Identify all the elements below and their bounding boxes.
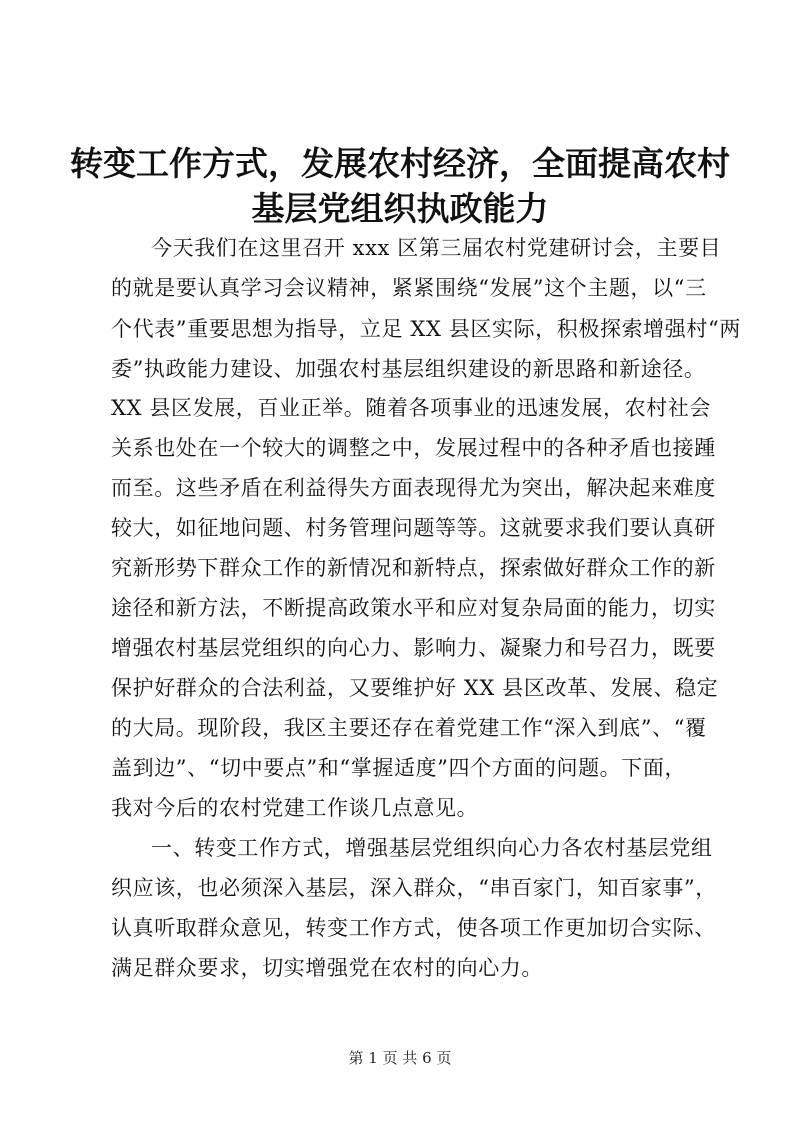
paragraph-line: 我对今后的农村党建工作谈几点意见。 [111,796,479,820]
paragraph-line: 今天我们在这里召开 xxx 区第三届农村党建研讨会，主要目 [151,236,722,260]
paragraph-line: 满足群众要求，切实增强党在农村的向心力。 [111,956,543,980]
paragraph-line: 究新形势下群众工作的新情况和新特点，探索做好群众工作的新 [111,556,716,580]
page-footer: 第 1 页 共 6 页 [348,1049,452,1067]
paragraph-line: 增强农村基层党组织的向心力、影响力、凝聚力和号召力，既要 [111,636,716,660]
paragraph-line: 盖到边”、“切中要点”和“掌握适度”四个方面的问题。下面， [111,756,687,780]
paragraph-line: 织应该，也必须深入基层，深入群众，“串百家门，知百家事”， [111,876,717,900]
paragraph-line: 较大，如征地问题、村务管理问题等等。这就要求我们要认真研 [111,516,716,540]
paragraph-line: 而至。这些矛盾在利益得失方面表现得尤为突出，解决起来难度 [111,476,716,500]
paragraph-line: 认真听取群众意见，转变工作方式，使各项工作更加切合实际、 [111,916,716,940]
paragraph-line: 保护好群众的合法利益，又要维护好 XX 县区改革、发展、稳定 [111,676,719,700]
paragraph-line: 个代表”重要思想为指导，立足 XX 县区实际，积极探索增强村“两 [111,317,741,341]
paragraph-line: 一、转变工作方式，增强基层党组织向心力各农村基层党组 [151,836,713,860]
paragraph-line: 委”执政能力建设、加强农村基层组织建设的新思路和新途径。 [111,357,706,381]
paragraph-line: 的大局。现阶段，我区主要还存在着党建工作“深入到底”、“覆 [111,716,707,740]
paragraph-line: 途径和新方法，不断提高政策水平和应对复杂局面的能力，切实 [111,596,716,620]
paragraph-line: 的就是要认真学习会议精神，紧紧围绕“发展”这个主题，以“三 [111,276,707,300]
paragraph-line: XX 县区发展，百业正举。随着各项事业的迅速发展，农村社会 [111,396,711,420]
paragraph-line: 关系也处在一个较大的调整之中，发展过程中的各种矛盾也接踵 [111,436,716,460]
document-title-line-2: 基层党组织执政能力 [251,189,549,228]
document-title-line-1: 转变工作方式，发展农村经济，全面提高农村 [70,144,730,183]
